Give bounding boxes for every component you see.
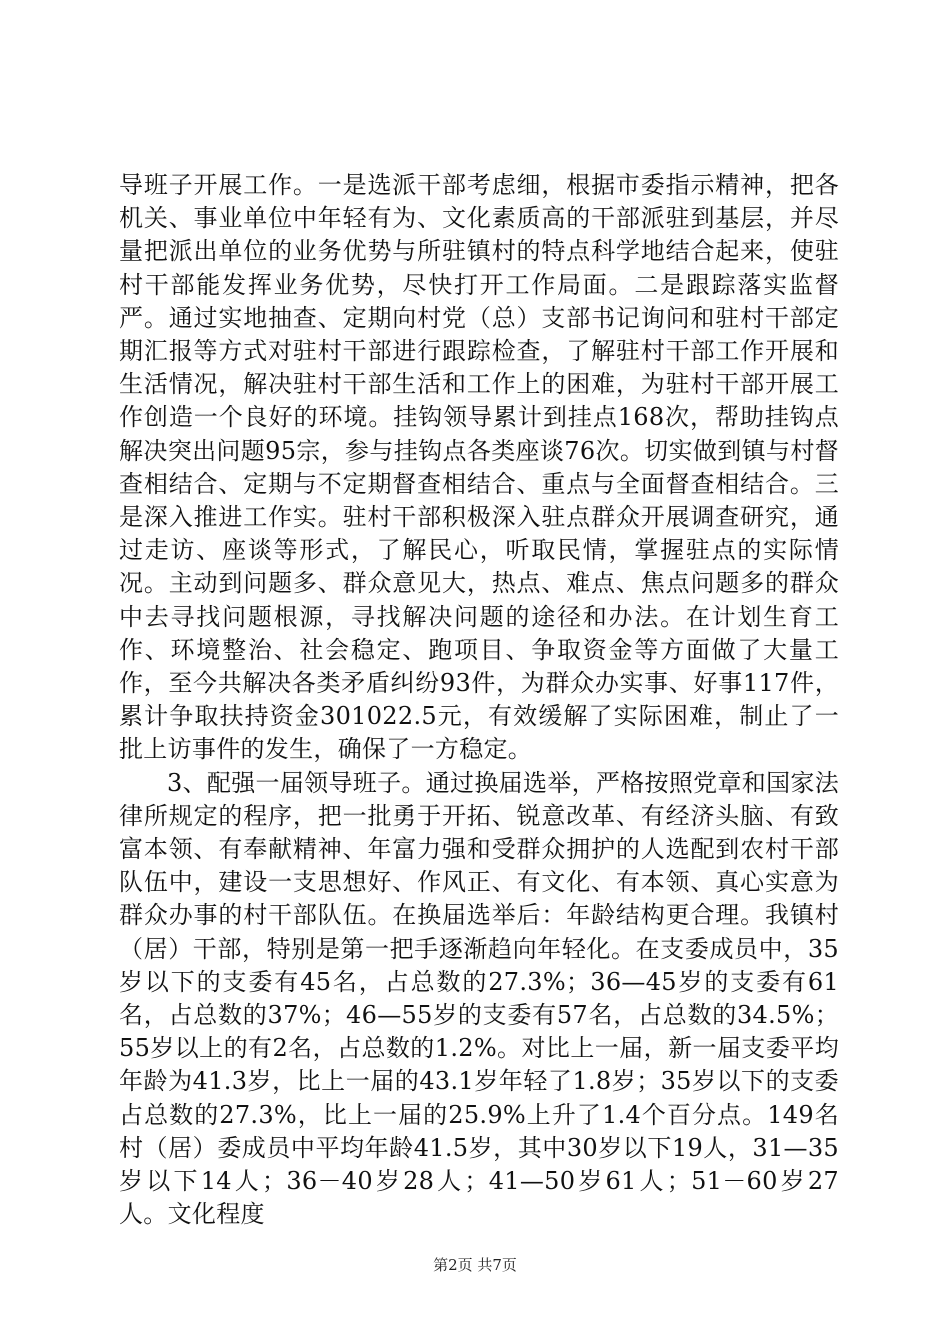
- paragraph-section-3: 3、配强一届领导班子。通过换届选举，严格按照党章和国家法律所规定的程序，把一批勇于开拓、锐意改革、有经济头脑、有致富本领、有奉献精神、年富力强和受群众拥护的人选配到农村干部队伍中，建设一支思想好、作风正、有文化、有本领、真心实意为群众办事的村干部队伍。在换届选举后：年龄结构更合理。我镇村（居）干部，特别是第一把手逐渐趋向年轻化。在支委成员中，35岁以下的支委有45名，占总数的27.3%；36—45岁的支委有61名，占总数的37%；46—55岁的支委有57名，占总数的34.5%；55岁以上的有2名，占总数的1.2%。对比上一届，新一届支委平均年龄为41.3岁，比上一届的43.1岁年轻了1.8岁；35岁以下的支委占总数的27.3%，比上一届的25.9%上升了1.4个百分点。149名村（居）委成员中平均年龄41.5岁，其中30岁以下19人，31—35岁以下14人；36－40岁28人；41—50岁61人；51－60岁27人。文化程度: [119, 768, 839, 1229]
- paragraph-continuation: 导班子开展工作。一是选派干部考虑细，根据市委指示精神，把各机关、事业单位中年轻有为、文化素质高的干部派驻到基层，并尽量把派出单位的业务优势与所驻镇村的特点科学地结合起来，使驻村干部能发挥业务优势，尽快打开工作局面。二是跟踪落实监督严。通过实地抽查、定期向村党（总）支部书记询问和驻村干部定期汇报等方式对驻村干部进行跟踪检查，了解驻村干部工作开展和生活情况，解决驻村干部生活和工作上的困难，为驻村干部开展工作创造一个良好的环境。挂钩领导累计到挂点168次，帮助挂钩点解决突出问题95宗，参与挂钩点各类座谈76次。切实做到镇与村督查相结合、定期与不定期督查相结合、重点与全面督查相结合。三是深入推进工作实。驻村干部积极深入驻点群众开展调查研究，通过走访、座谈等形式，了解民心，听取民情，掌握驻点的实际情况。主动到问题多、群众意见大，热点、难点、焦点问题多的群众中去寻找问题根源，寻找解决问题的途径和办法。在计划生育工作、环境整治、社会稳定、跑项目、争取资金等方面做了大量工作，至今共解决各类矛盾纠纷93件，为群众办实事、好事117件，累计争取扶持资金301022.5元，有效缓解了实际困难，制止了一批上访事件的发生，确保了一方稳定。: [119, 171, 839, 764]
- page-footer: 第2页 共7页: [433, 1256, 517, 1274]
- document-body: [119, 169, 839, 1232]
